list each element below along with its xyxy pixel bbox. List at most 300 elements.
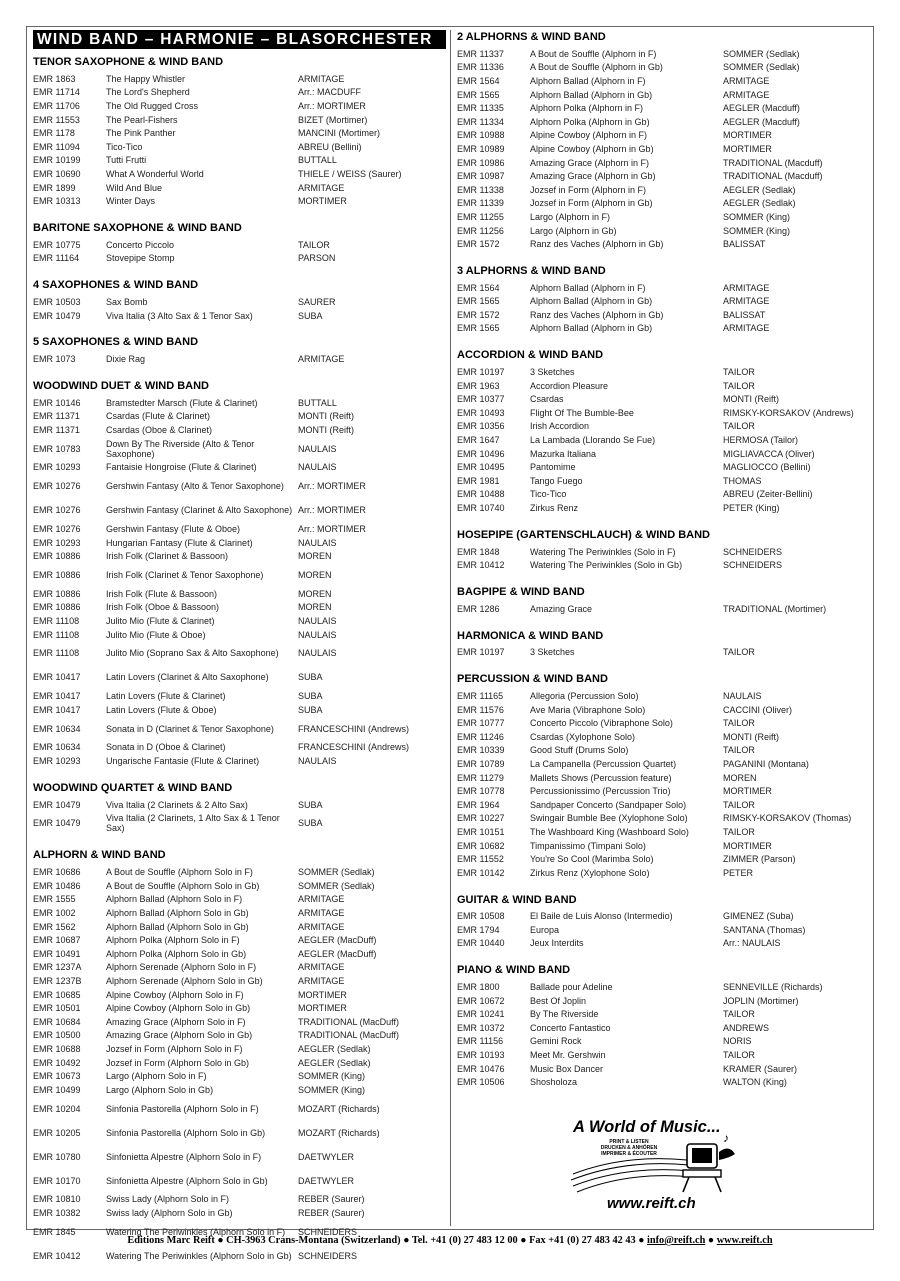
work-title: Jeux Interdits [530, 938, 584, 949]
work-title: Watering The Periwinkles (Solo in Gb) [530, 560, 683, 571]
catalog-number: EMR 1564 [457, 75, 500, 86]
catalog-row [457, 308, 871, 322]
catalog-number: EMR 11714 [33, 87, 80, 98]
catalog-row [33, 665, 446, 689]
composer: PARSON [298, 253, 336, 264]
catalog-number: EMR 10499 [33, 1084, 81, 1095]
work-title: Alphorn Ballad (Alphorn in F) [530, 75, 646, 86]
catalog-row [457, 545, 871, 559]
composer: MORTIMER [723, 130, 772, 141]
work-title: Gershwin Fantasy (Alto & Tenor Saxophone) [106, 481, 284, 492]
composer: TAILOR [723, 647, 755, 658]
catalog-number: EMR 10293 [33, 537, 81, 548]
composer: CACCINI (Oliver) [723, 704, 792, 715]
composer: ARMITAGE [298, 907, 345, 918]
catalog-section [457, 963, 871, 1089]
catalog-number: EMR 10493 [457, 407, 505, 418]
composer: MOZART (Richards) [298, 1127, 380, 1138]
catalog-row [33, 498, 446, 522]
composer: RIMSKY-KORSAKOV (Andrews) [723, 407, 854, 418]
catalog-number: EMR 10886 [33, 602, 81, 613]
work-title: Latin Lovers (Clarinet & Alto Saxophone) [106, 672, 269, 683]
work-title: The Lord's Shepherd [106, 87, 190, 98]
catalog-number: EMR 11246 [457, 731, 504, 742]
composer: Arr.: MORTIMER [298, 505, 366, 516]
catalog-number: EMR 10682 [457, 840, 505, 851]
work-title: Good Stuff (Drums Solo) [530, 745, 629, 756]
catalog-row [457, 142, 871, 156]
work-title: Csardas (Xylophone Solo) [530, 731, 636, 742]
composer: NAULAIS [298, 648, 337, 659]
catalog-number: EMR 10479 [33, 818, 81, 829]
work-title: Allegoria (Percussion Solo) [530, 690, 639, 701]
catalog-row [33, 252, 446, 266]
composer: MOREN [298, 551, 332, 562]
catalog-row [457, 771, 871, 785]
catalog-row [33, 474, 446, 498]
composer: ANDREWS [723, 1022, 770, 1033]
work-title: Alphorn Serenade (Alphorn Solo in Gb) [106, 975, 263, 986]
catalog-row [33, 410, 446, 424]
catalog-row [457, 460, 871, 474]
catalog-number: EMR 10685 [33, 989, 81, 1000]
composer: TAILOR [723, 718, 755, 729]
catalog-row [33, 1169, 446, 1193]
logo-headline: A World of Music... [573, 1118, 721, 1136]
work-title: Julito Mio (Flute & Oboe) [106, 629, 206, 640]
work-title: Amazing Grace (Alphorn Solo in Gb) [106, 1030, 253, 1041]
work-title: Hungarian Fantasy (Flute & Clarinet) [106, 537, 253, 548]
composer: BUTTALL [298, 397, 337, 408]
catalog-row [33, 1206, 446, 1220]
work-title: Alphorn Polka (Alphorn in F) [530, 103, 644, 114]
composer: ARMITAGE [723, 75, 770, 86]
catalog-row [457, 703, 871, 717]
catalog-row [457, 646, 871, 660]
section-title: PIANO & WIND BAND [457, 964, 571, 977]
composer: AEGLER (MacDuff) [298, 935, 377, 946]
composer: SUBA [298, 310, 323, 321]
catalog-row [457, 852, 871, 866]
work-title: Jozsef in Form (Alphorn in Gb) [530, 198, 653, 209]
catalog-number: EMR 11336 [457, 62, 504, 73]
catalog-row [33, 741, 446, 755]
catalog-number: EMR 10501 [33, 1003, 81, 1014]
catalog-row [457, 474, 871, 488]
composer: MORTIMER [723, 143, 772, 154]
catalog-number: EMR 10382 [33, 1207, 81, 1218]
catalog-number: EMR 10293 [33, 462, 81, 473]
catalog-number: EMR 10293 [33, 756, 81, 767]
catalog-number: EMR 10205 [33, 1127, 81, 1138]
composer: ZIMMER (Parson) [723, 854, 796, 865]
catalog-row [33, 113, 446, 127]
work-title: A Bout de Souffle (Alphorn in Gb) [530, 62, 663, 73]
composer: AEGLER (Sedlak) [723, 198, 796, 209]
catalog-number: EMR 10988 [457, 130, 505, 141]
left-sections [33, 55, 446, 1268]
catalog-number: EMR 11165 [457, 690, 504, 701]
logo-line-3: IMPRIMER & ÉCOUTER [601, 1151, 657, 1157]
composer: TRADITIONAL (MacDuff) [298, 1016, 400, 1027]
catalog-row [33, 754, 446, 768]
composer: ARMITAGE [298, 921, 345, 932]
catalog-section [457, 585, 871, 616]
catalog-number: EMR 10170 [33, 1175, 81, 1186]
catalog-number: EMR 10986 [457, 157, 505, 168]
catalog-row [33, 641, 446, 665]
composer: TRADITIONAL (Mortimer) [723, 603, 827, 614]
catalog-number: EMR 10227 [457, 813, 505, 824]
catalog-row [457, 183, 871, 197]
composer: SUBA [298, 818, 323, 829]
work-title: Concerto Piccolo [106, 239, 175, 250]
composer: MORTIMER [298, 196, 347, 207]
work-title: Alphorn Polka (Alphorn Solo in Gb) [106, 948, 247, 959]
catalog-number: EMR 11576 [457, 704, 504, 715]
composer: BALISSAT [723, 309, 766, 320]
composer: AEGLER (Sedlak) [298, 1057, 371, 1068]
composer: BUTTALL [298, 155, 337, 166]
work-title: Percussionissimo (Percussion Trio) [530, 786, 671, 797]
catalog-section [457, 672, 871, 879]
composer: NAULAIS [298, 616, 337, 627]
catalog-number: EMR 1178 [33, 128, 75, 139]
composer: TAILOR [298, 239, 330, 250]
composer: TAILOR [723, 826, 755, 837]
catalog-row [33, 194, 446, 208]
catalog-row [457, 812, 871, 826]
work-title: Csardas [530, 394, 564, 405]
work-title: Irish Folk (Flute & Bassoon) [106, 588, 218, 599]
catalog-number: EMR 10339 [457, 745, 505, 756]
catalog-row [33, 72, 446, 86]
catalog-row [33, 522, 446, 536]
composer: DAETWYLER [298, 1151, 355, 1162]
work-title: Latin Lovers (Flute & Clarinet) [106, 691, 226, 702]
catalog-number: EMR 10412 [33, 1250, 81, 1261]
footer-tel: Tel. +41 (0) 27 483 12 00 [411, 1235, 518, 1246]
composer: ARMITAGE [298, 962, 345, 973]
catalog-row [457, 980, 871, 994]
catalog-number: EMR 10500 [33, 1030, 81, 1041]
composer: RIMSKY-KORSAKOV (Thomas) [723, 813, 852, 824]
catalog-row [457, 88, 871, 102]
catalog-row [33, 893, 446, 907]
work-title: Irish Accordion [530, 421, 590, 432]
work-title: La Lambada (Llorando Se Fue) [530, 435, 656, 446]
catalog-number: EMR 11279 [457, 772, 504, 783]
world-of-music-logo [565, 1112, 740, 1212]
footer-bullet: ● [638, 1235, 645, 1246]
composer: SCHNEIDERS [723, 546, 783, 557]
catalog-number: EMR 10810 [33, 1194, 81, 1205]
work-title: Csardas (Oboe & Clarinet) [106, 424, 213, 435]
composer: BIZET (Mortimer) [298, 114, 368, 125]
work-title: The Happy Whistler [106, 73, 186, 84]
catalog-number: EMR 11108 [33, 648, 80, 659]
catalog-row [457, 47, 871, 61]
work-title: Mazurka Italiana [530, 448, 597, 459]
composer: NAULAIS [298, 443, 337, 454]
left-column [33, 30, 446, 1281]
composer: Arr.: MORTIMER [298, 481, 366, 492]
work-title: La Campanella (Percussion Quartet) [530, 758, 677, 769]
logo-url: www.reift.ch [607, 1195, 696, 1212]
work-title: Sonata in D (Clarinet & Tenor Saxophone) [106, 723, 274, 734]
catalog-row [457, 1007, 871, 1021]
work-title: Irish Folk (Oboe & Bassoon) [106, 602, 220, 613]
catalog-section [457, 629, 871, 660]
catalog-number: EMR 1286 [457, 603, 500, 614]
catalog-number: EMR 11553 [33, 114, 80, 125]
composer: NAULAIS [723, 690, 762, 701]
composer: ARMITAGE [298, 73, 345, 84]
catalog-number: EMR 10372 [457, 1022, 505, 1033]
catalog-row [33, 549, 446, 563]
composer: AEGLER (Macduff) [723, 116, 800, 127]
catalog-number: EMR 10412 [457, 560, 505, 571]
composer: Arr.: NAULAIS [723, 938, 781, 949]
composer: TAILOR [723, 745, 755, 756]
footer-bullet: ● [403, 1235, 410, 1246]
catalog-number: EMR 11706 [33, 100, 80, 111]
catalog-number: EMR 10417 [33, 672, 81, 683]
catalog-row [457, 744, 871, 758]
composer: ARMITAGE [298, 894, 345, 905]
catalog-number: EMR 1794 [457, 924, 500, 935]
work-title: Concerto Piccolo (Vibraphone Solo) [530, 718, 673, 729]
catalog-row [33, 309, 446, 323]
work-title: 3 Sketches [530, 647, 575, 658]
footer-fax: Fax +41 (0) 27 483 42 43 [529, 1235, 636, 1246]
catalog-number: EMR 10775 [33, 239, 81, 250]
work-title: Alphorn Polka (Alphorn Solo in F) [106, 935, 240, 946]
work-title: Tico-Tico [106, 141, 143, 152]
work-title: Latin Lovers (Flute & Oboe) [106, 704, 217, 715]
catalog-number: EMR 1565 [457, 323, 500, 334]
right-sections [457, 30, 871, 1089]
work-title: Shosholoza [530, 1077, 578, 1088]
catalog-row [33, 396, 446, 410]
catalog-number: EMR 10783 [33, 443, 81, 454]
catalog-number: EMR 10886 [33, 551, 81, 562]
composer: PETER (King) [723, 503, 780, 514]
catalog-row [457, 602, 871, 616]
catalog-row [33, 1056, 446, 1070]
footer-address: CH-3963 Crans-Montana (Switzerland) [226, 1235, 401, 1246]
catalog-row [457, 558, 871, 572]
catalog-number: EMR 10687 [33, 935, 81, 946]
work-title: Alphorn Serenade (Alphorn Solo in F) [106, 962, 257, 973]
work-title: Fantaisie Hongroise (Flute & Clarinet) [106, 462, 257, 473]
column-divider [450, 30, 451, 1226]
catalog-number: EMR 11164 [33, 253, 80, 264]
work-title: Largo (Alphorn Solo in Gb) [106, 1084, 214, 1095]
work-title: Wild And Blue [106, 182, 163, 193]
catalog-row [457, 488, 871, 502]
catalog-row [33, 1042, 446, 1056]
catalog-number: EMR 1800 [457, 982, 500, 993]
work-title: Alpine Cowboy (Alphorn Solo in F) [106, 989, 244, 1000]
catalog-number: EMR 10199 [33, 155, 81, 166]
work-title: Largo (Alphorn in F) [530, 211, 611, 222]
catalog-number: EMR 10989 [457, 143, 505, 154]
composer: SCHNEIDERS [298, 1250, 358, 1261]
work-title: Europa [530, 924, 560, 935]
work-title: Ave Maria (Vibraphone Solo) [530, 704, 646, 715]
footer-bullet: ● [217, 1235, 224, 1246]
catalog-section [33, 781, 446, 836]
composer: ARMITAGE [723, 282, 770, 293]
catalog-number: EMR 1963 [457, 380, 500, 391]
catalog-row [33, 563, 446, 587]
catalog-number: EMR 11256 [457, 225, 504, 236]
catalog-row [457, 866, 871, 880]
catalog-row [457, 716, 871, 730]
composer: SOMMER (Sedlak) [298, 880, 375, 891]
work-title: Irish Folk (Clarinet & Bassoon) [106, 551, 229, 562]
composer: THOMAS [723, 475, 762, 486]
composer: MOREN [298, 570, 332, 581]
catalog-number: EMR 10777 [457, 718, 505, 729]
catalog-row [457, 74, 871, 88]
work-title: Alphorn Ballad (Alphorn Solo in Gb) [106, 907, 249, 918]
composer: NAULAIS [298, 537, 337, 548]
composer: TAILOR [723, 799, 755, 810]
work-title: Amazing Grace (Alphorn in Gb) [530, 171, 656, 182]
catalog-section [33, 848, 446, 1267]
composer: ARMITAGE [723, 323, 770, 334]
work-title: Sinfonietta Alpestre (Alphorn Solo in Gb) [106, 1175, 268, 1186]
catalog-number: EMR 10417 [33, 691, 81, 702]
catalog-row [33, 1097, 446, 1121]
catalog-row [33, 295, 446, 309]
composer: WALTON (King) [723, 1077, 787, 1088]
catalog-number: EMR 1845 [33, 1226, 76, 1237]
catalog-row [33, 352, 446, 366]
catalog-number: EMR 10486 [33, 880, 81, 891]
work-title: Amazing Grace (Alphorn Solo in F) [106, 1016, 246, 1027]
catalog-row [33, 140, 446, 154]
work-title: Alpine Cowboy (Alphorn in F) [530, 130, 648, 141]
composer: Arr.: MACDUFF [298, 87, 361, 98]
catalog-number: EMR 10193 [457, 1050, 505, 1061]
composer: TRADITIONAL (Macduff) [723, 157, 823, 168]
catalog-number: EMR 10276 [33, 524, 81, 535]
composer: SOMMER (Sedlak) [298, 867, 375, 878]
composer: MORTIMER [298, 1003, 347, 1014]
composer: MOREN [298, 588, 332, 599]
work-title: The Pink Panther [106, 128, 176, 139]
logo-line-2: DRUCKEN & ANHÖREN [600, 1145, 658, 1151]
composer: Arr.: MORTIMER [298, 524, 366, 535]
work-title: Concerto Fantastico [530, 1022, 611, 1033]
work-title: What A Wonderful World [106, 168, 204, 179]
catalog-row [33, 1015, 446, 1029]
work-title: Largo (Alphorn in Gb) [530, 225, 617, 236]
work-title: Pantomime [530, 462, 576, 473]
catalog-row [33, 879, 446, 893]
catalog-number: EMR 10492 [33, 1057, 81, 1068]
section-title: PERCUSSION & WIND BAND [457, 673, 608, 686]
work-title: Stovepipe Stomp [106, 253, 175, 264]
catalog-number: EMR 10684 [33, 1016, 81, 1027]
catalog-number: EMR 10886 [33, 570, 81, 581]
catalog-number: EMR 10313 [33, 196, 81, 207]
catalog-row [457, 197, 871, 211]
catalog-row [457, 1075, 871, 1089]
catalog-number: EMR 10688 [33, 1043, 81, 1054]
catalog-number: EMR 11371 [33, 411, 80, 422]
catalog-row [33, 181, 446, 195]
composer: NORIS [723, 1036, 752, 1047]
catalog-row [33, 423, 446, 437]
section-title: ACCORDION & WIND BAND [457, 349, 604, 362]
catalog-number: EMR 11552 [457, 854, 504, 865]
work-title: Amazing Grace [530, 603, 593, 614]
catalog-number: EMR 10506 [457, 1077, 505, 1088]
footer-email-link[interactable]: info@reift.ch [647, 1235, 706, 1246]
work-title: Mallets Shows (Percussion feature) [530, 772, 672, 783]
catalog-row [33, 1145, 446, 1169]
catalog-row [33, 933, 446, 947]
catalog-number: EMR 1555 [33, 894, 76, 905]
catalog-number: EMR 1562 [33, 921, 76, 932]
catalog-row [457, 937, 871, 951]
composer: TAILOR [723, 380, 755, 391]
catalog-row [457, 798, 871, 812]
catalog-row [457, 224, 871, 238]
catalog-number: EMR 11255 [457, 211, 504, 222]
catalog-row [457, 420, 871, 434]
work-title: Sinfonietta Alpestre (Alphorn Solo in F) [106, 1151, 262, 1162]
catalog-number: EMR 11338 [457, 184, 504, 195]
catalog-row [33, 961, 446, 975]
section-title: WOODWIND QUARTET & WIND BAND [33, 781, 233, 794]
catalog-section [33, 379, 446, 768]
work-title: The Old Rugged Cross [106, 100, 199, 111]
catalog-number: EMR 10151 [457, 826, 505, 837]
work-title: Tango Fuego [530, 475, 583, 486]
catalog-row [33, 126, 446, 140]
catalog-number: EMR 1647 [457, 435, 500, 446]
catalog-number: EMR 1848 [457, 546, 500, 557]
work-title: Jozsef in Form (Alphorn Solo in F) [106, 1043, 243, 1054]
work-title: Best Of Joplin [530, 995, 587, 1006]
catalog-row [457, 156, 871, 170]
composer: MORTIMER [723, 786, 772, 797]
catalog-row [33, 461, 446, 475]
composer: JOPLIN (Mortimer) [723, 995, 799, 1006]
work-title: Sonata in D (Oboe & Clarinet) [106, 742, 226, 753]
section-title: BARITONE SAXOPHONE & WIND BAND [33, 221, 242, 234]
work-title: Alphorn Ballad (Alphorn in Gb) [530, 296, 653, 307]
catalog-number: EMR 10276 [33, 505, 81, 516]
section-title: WOODWIND DUET & WIND BAND [33, 379, 209, 392]
catalog-number: EMR 10146 [33, 397, 81, 408]
section-title: HARMONICA & WIND BAND [457, 629, 604, 642]
work-title: Largo (Alphorn Solo in F) [106, 1071, 207, 1082]
catalog-section [457, 348, 871, 515]
work-title: Watering The Periwinkles (Alphorn Solo in Gb) [106, 1250, 292, 1261]
catalog-number: EMR 1073 [33, 354, 76, 365]
composer: MOREN [723, 772, 757, 783]
catalog-number: EMR 10241 [457, 1009, 505, 1020]
footer-web-link[interactable]: www.reift.ch [716, 1235, 773, 1246]
work-title: Bramstedter Marsch (Flute & Clarinet) [106, 397, 258, 408]
section-title: 2 ALPHORNS & WIND BAND [457, 31, 606, 43]
